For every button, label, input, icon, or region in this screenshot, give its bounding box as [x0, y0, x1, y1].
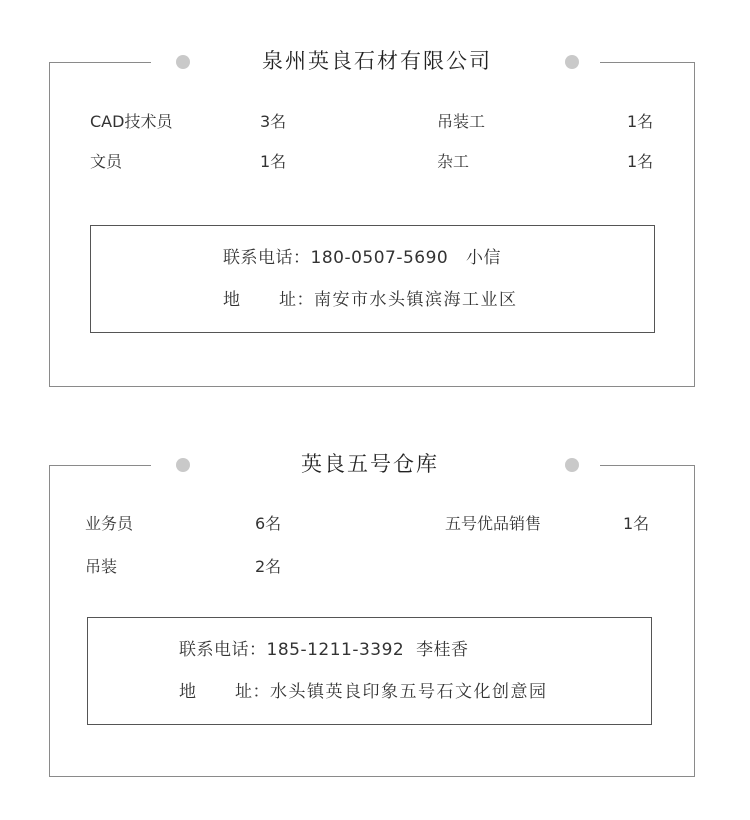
company-card-warehouse [49, 452, 695, 777]
company-card-quanzhou [49, 49, 695, 387]
phone-number[interactable]: 180-0507-5690 [310, 248, 449, 268]
position-count: 1名 [627, 112, 654, 131]
contact-phone-line [179, 638, 469, 662]
address-label-char-2: 址： [279, 290, 314, 310]
address-label-char-1: 地 [179, 682, 197, 702]
position-count: 3名 [260, 112, 287, 131]
address-label-char-2: 址： [235, 682, 270, 702]
phone-number[interactable]: 185-1211-3392 [266, 640, 405, 660]
address-label-char-1: 地 [223, 290, 241, 310]
phone-label: 联系电话： [179, 640, 267, 660]
position-title: 业务员 [85, 514, 134, 533]
position-title: 文员 [90, 152, 123, 171]
contact-address-line [179, 680, 548, 704]
phone-label: 联系电话： [223, 248, 311, 268]
address-text: 水头镇英良印象五号石文化创意园 [270, 682, 548, 702]
position-count: 1名 [260, 152, 287, 171]
position-count: 1名 [627, 152, 654, 171]
position-title: 吊装工 [437, 112, 486, 131]
company-name: 英良五号仓库 [301, 452, 439, 476]
contact-person: 小信 [465, 248, 501, 268]
contact-address-line [223, 288, 518, 312]
contact-phone-line [223, 246, 501, 270]
position-count: 6名 [255, 514, 282, 533]
position-title: 吊装 [85, 557, 118, 576]
company-name: 泉州英良石材有限公司 [262, 49, 492, 73]
position-count: 2名 [255, 557, 282, 576]
position-title: CAD技术员 [90, 112, 173, 131]
contact-person: 李桂香 [416, 640, 469, 660]
contact-box [90, 225, 655, 333]
position-title: 杂工 [437, 152, 470, 171]
contact-box [87, 617, 652, 725]
position-title: 五号优品销售 [445, 514, 542, 533]
position-count: 1名 [623, 514, 650, 533]
address-text: 南安市水头镇滨海工业区 [314, 290, 518, 310]
